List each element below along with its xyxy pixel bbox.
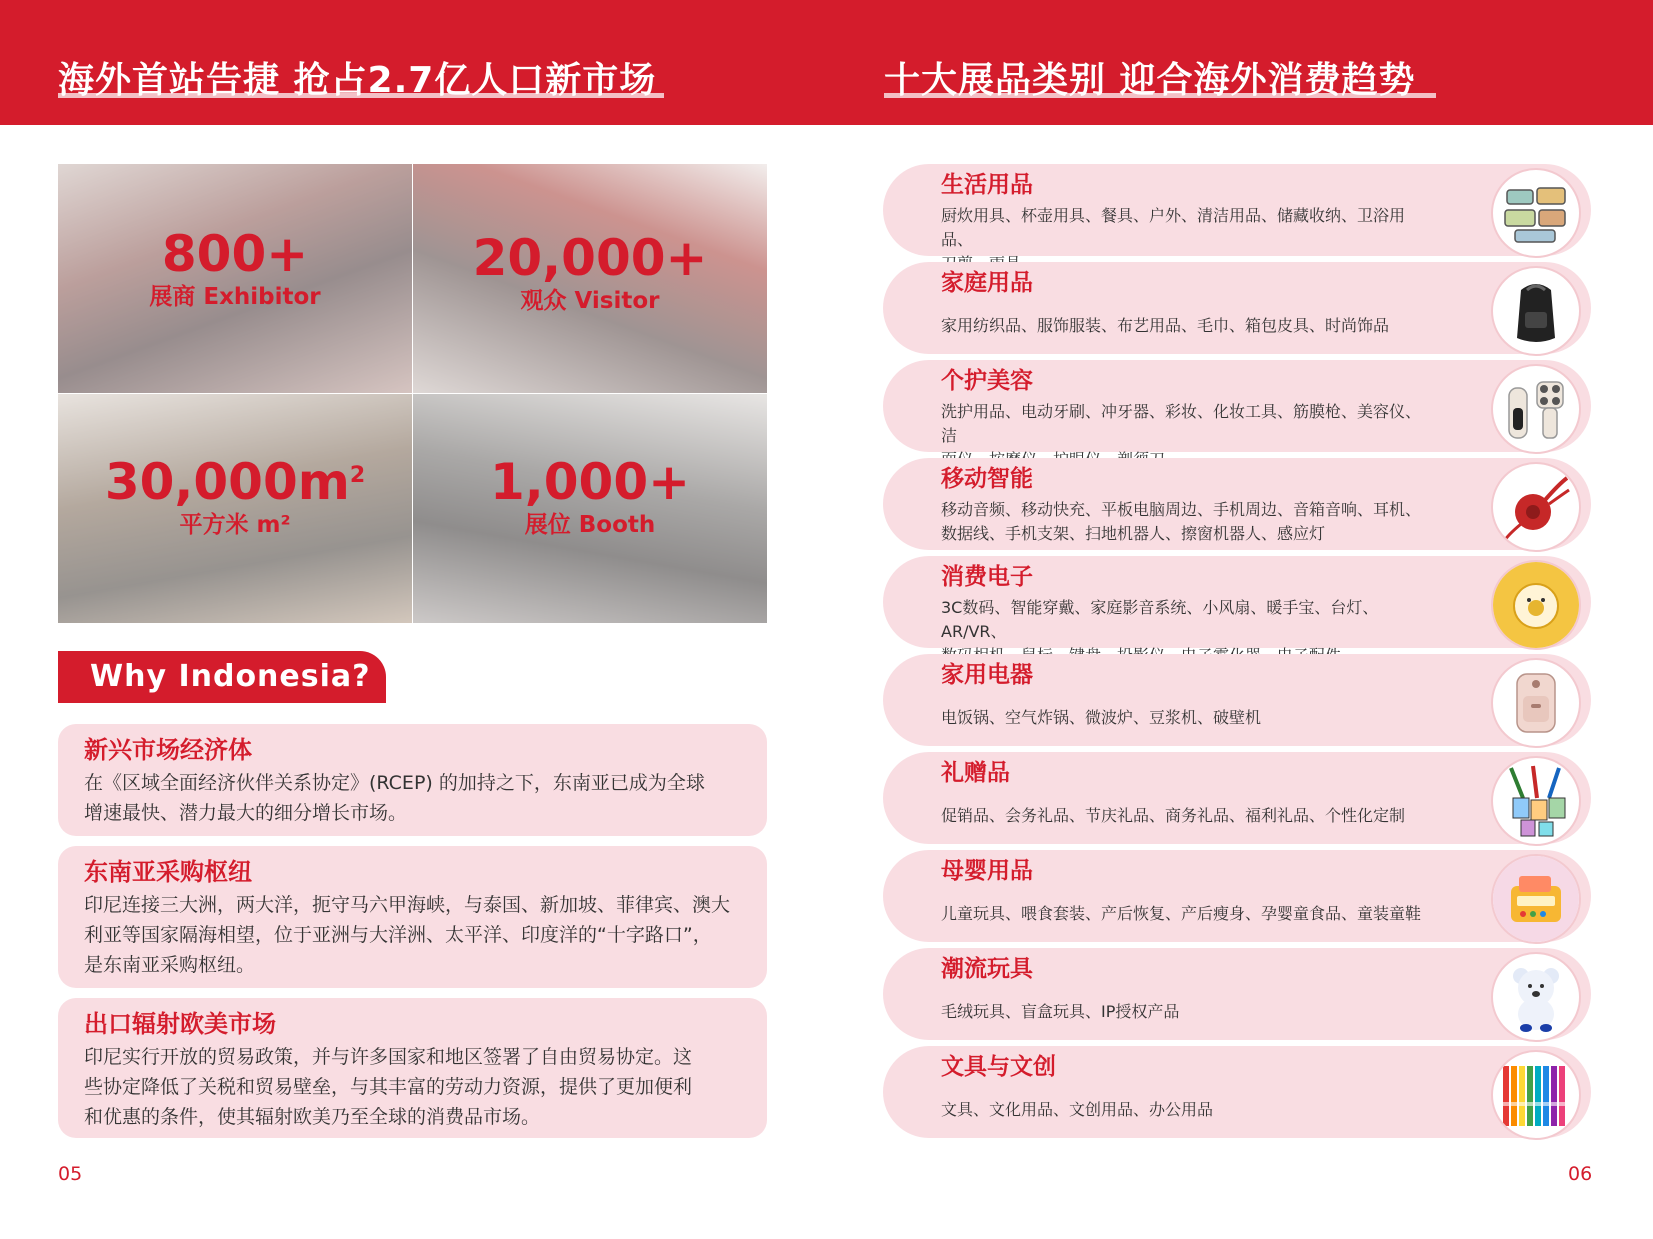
air-fryer-icon bbox=[1491, 658, 1581, 748]
category-mother-baby bbox=[883, 850, 1591, 942]
category-title: 移动智能 bbox=[941, 466, 1033, 492]
reason-card bbox=[58, 998, 767, 1138]
reason-line: 印尼连接三大洲，两大洋，扼守马六甲海峡，与泰国、新加坡、菲律宾、澳大 bbox=[84, 894, 731, 916]
category-trendy-toys bbox=[883, 948, 1591, 1040]
category-title: 家庭用品 bbox=[941, 270, 1033, 296]
category-personal-care bbox=[883, 360, 1591, 452]
page-number-left: 05 bbox=[58, 1163, 83, 1185]
markers-icon bbox=[1491, 1050, 1581, 1140]
reason-line: 印尼实行开放的贸易政策，并与许多国家和地区签署了自由贸易协定。这 bbox=[84, 1046, 693, 1068]
reason-card bbox=[58, 846, 767, 988]
stat-area-sup: 2 bbox=[349, 463, 366, 488]
category-title: 家用电器 bbox=[941, 662, 1033, 688]
category-desc-line: 促销品、会务礼品、节庆礼品、商务礼品、福利礼品、个性化定制 bbox=[941, 806, 1406, 825]
reason-line: 利亚等国家隔海相望，位于亚洲与大洋洲、太平洋、印度洋的“十字路口”， bbox=[84, 924, 712, 946]
category-title: 文具与文创 bbox=[941, 1054, 1056, 1080]
stat-area-value: 30,000m bbox=[104, 453, 350, 511]
food-containers-icon bbox=[1491, 168, 1581, 258]
reason-title: 新兴市场经济体 bbox=[84, 736, 252, 764]
category-mobile-smart bbox=[883, 458, 1591, 550]
reason-line: 和优惠的条件，使其辐射欧美乃至全球的消费品市场。 bbox=[84, 1106, 541, 1128]
reason-line: 是东南亚采购枢纽。 bbox=[84, 954, 256, 976]
category-daily-use bbox=[883, 164, 1591, 256]
category-desc-line: 厨炊用具、杯壶用具、餐具、户外、清洁用品、储藏收纳、卫浴用品、 bbox=[941, 206, 1406, 249]
category-title: 消费电子 bbox=[941, 564, 1033, 590]
category-title: 礼赠品 bbox=[941, 760, 1010, 786]
category-desc-line: 3C数码、智能穿戴、家庭影音系统、小风扇、暖手宝、台灯、AR/VR、 bbox=[941, 598, 1379, 641]
plush-bear-icon bbox=[1491, 952, 1581, 1042]
category-gifts bbox=[883, 752, 1591, 844]
lanyards-icon bbox=[1491, 756, 1581, 846]
reason-line: 在《区域全面经济伙伴关系协定》(RCEP) 的加持之下，东南亚已成为全球 bbox=[84, 772, 705, 794]
left-page-title: 海外首站告捷 抢占2.7亿人口新市场 bbox=[58, 60, 657, 101]
category-desc-line: 数据线、手机支架、扫地机器人、擦窗机器人、感应灯 bbox=[941, 524, 1326, 543]
category-desc bbox=[941, 706, 1431, 730]
category-desc-line: 洗护用品、电动牙刷、冲牙器、彩妆、化妆工具、筋膜枪、美容仪、洁 bbox=[941, 402, 1422, 445]
stat-exhibitor-value: 800+ bbox=[161, 225, 309, 283]
stat-booth-value: 1,000+ bbox=[489, 453, 691, 511]
category-desc bbox=[941, 1000, 1431, 1024]
category-title: 潮流玩具 bbox=[941, 956, 1033, 982]
reason-line: 增速最快、潜力最大的细分增长市场。 bbox=[84, 802, 408, 824]
backpack-icon bbox=[1491, 266, 1581, 356]
category-desc bbox=[941, 1098, 1431, 1122]
massage-gun-icon bbox=[1491, 364, 1581, 454]
category-stationery bbox=[883, 1046, 1591, 1138]
reason-title: 东南亚采购枢纽 bbox=[84, 858, 252, 886]
category-consumer-electronics bbox=[883, 556, 1591, 648]
stat-exhibitor-label: 展商 Exhibitor bbox=[149, 284, 321, 310]
stat-booth-label: 展位 Booth bbox=[524, 512, 656, 538]
right-page-title: 十大展品类别 迎合海外消费趋势 bbox=[884, 60, 1416, 101]
charging-cable-icon bbox=[1491, 462, 1581, 552]
stat-exhibitor bbox=[58, 226, 412, 312]
toy-cash-register-icon bbox=[1491, 854, 1581, 944]
stat-area bbox=[58, 454, 412, 540]
category-desc bbox=[941, 804, 1431, 828]
category-home-appliances bbox=[883, 654, 1591, 746]
stat-visitor bbox=[413, 230, 767, 316]
stat-area-label: 平方米 m² bbox=[179, 512, 291, 538]
reason-line: 些协定降低了关税和贸易壁垒，与其丰富的劳动力资源，提供了更加便利 bbox=[84, 1076, 693, 1098]
category-desc-line: 儿童玩具、喂食套装、产后恢复、产后瘦身、孕婴童食品、童装童鞋 bbox=[941, 904, 1422, 923]
category-title: 生活用品 bbox=[941, 172, 1033, 198]
category-desc-line: 移动音频、移动快充、平板电脑周边、手机周边、音箱音响、耳机、 bbox=[941, 500, 1422, 519]
category-desc-line: 家用纺织品、服饰服装、布艺用品、毛巾、箱包皮具、时尚饰品 bbox=[941, 316, 1390, 335]
category-desc bbox=[941, 902, 1431, 926]
reason-text bbox=[84, 890, 743, 980]
page-number-right: 06 bbox=[1568, 1163, 1593, 1185]
category-desc bbox=[941, 314, 1431, 338]
category-desc-line: 电饭锅、空气炸锅、微波炉、豆浆机、破壁机 bbox=[941, 708, 1262, 727]
category-title: 个护美容 bbox=[941, 368, 1033, 394]
category-desc bbox=[941, 498, 1431, 546]
stat-booth bbox=[413, 454, 767, 540]
category-household bbox=[883, 262, 1591, 354]
mini-projector-icon bbox=[1491, 560, 1581, 650]
stat-visitor-value: 20,000+ bbox=[472, 229, 708, 287]
stat-visitor-label: 观众 Visitor bbox=[520, 288, 660, 314]
reason-title: 出口辐射欧美市场 bbox=[84, 1010, 276, 1038]
expo-photo-collage bbox=[58, 164, 767, 624]
category-title: 母婴用品 bbox=[941, 858, 1033, 884]
category-desc-line: 文具、文化用品、文创用品、办公用品 bbox=[941, 1100, 1214, 1119]
reason-card bbox=[58, 724, 767, 836]
reason-text bbox=[84, 768, 743, 828]
why-indonesia-heading: Why Indonesia? bbox=[58, 651, 386, 703]
category-desc-line: 毛绒玩具、盲盒玩具、IP授权产品 bbox=[941, 1002, 1180, 1021]
reason-text bbox=[84, 1042, 743, 1132]
